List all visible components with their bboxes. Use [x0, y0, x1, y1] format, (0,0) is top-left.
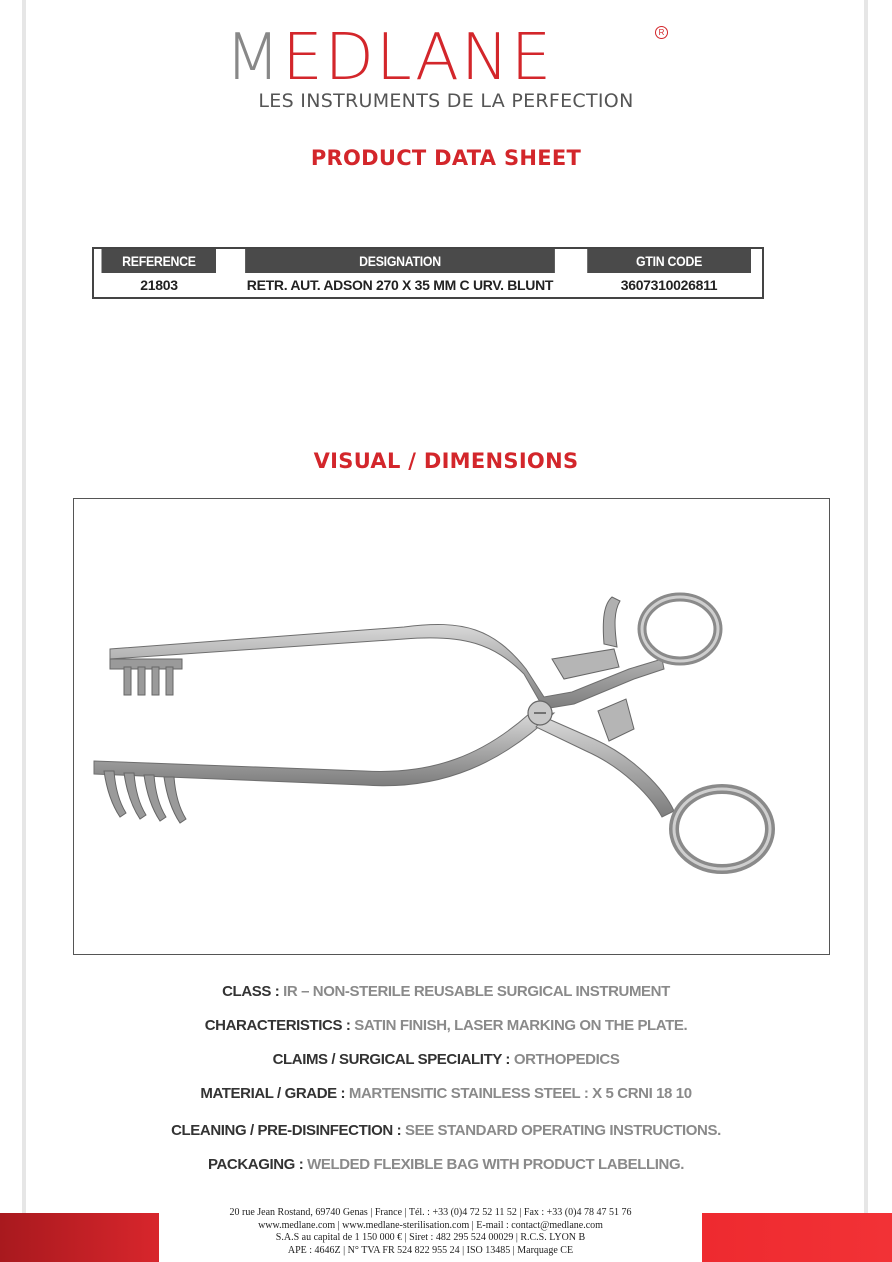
footer-web: www.medlane.com | www.medlane-sterilisation.com | E-mail : contact@medlane.com: [258, 1219, 603, 1231]
footer-registration: APE : 4646Z | N° TVA FR 524 822 955 24 | ISO 13485 | Marquage CE: [287, 1244, 574, 1256]
lower-teeth: [104, 771, 186, 823]
upper-teeth: [110, 659, 182, 695]
spec-material: MATERIAL / GRADE : MARTENSITIC STAINLESS STEEL : X 5 CRNI 18 10: [200, 1085, 692, 1102]
cell-designation: RETR. AUT. ADSON 270 X 35 MM C URV. BLUNT: [224, 273, 576, 298]
retractor-illustration: [74, 499, 828, 953]
registered-mark: R: [655, 26, 668, 39]
header-gtin: GTIN CODE: [587, 248, 752, 273]
footer-address: 20 rue Jean Rostand, 69740 Genas | France | Tél. : +33 (0)4 72 52 11 52 | Fax : +33 (0)4 78 47 51 76: [229, 1207, 632, 1218]
lower-arm: [94, 713, 554, 786]
spec-characteristics: CHARACTERISTICS : SATIN FINISH, LASER MARKING ON THE PLATE.: [204, 1017, 688, 1034]
logo-wordmark: MEDLANE: [225, 21, 554, 95]
footer-legal: S.A.S au capital de 1 150 000 € | Siret : 482 295 524 00029 | R.C.S. LYON B: [275, 1232, 586, 1243]
header-designation: DESIGNATION: [245, 248, 555, 273]
table-row: [93, 273, 763, 298]
lower-handle: [536, 717, 674, 817]
logo-tagline: LES INSTRUMENTS DE LA PERFECTION: [258, 90, 634, 112]
reference-table: [92, 247, 764, 299]
section-title-visual: VISUAL / DIMENSIONS: [313, 449, 579, 473]
footer-red-bar-right: [702, 1213, 892, 1262]
table-header-row: [93, 248, 763, 273]
product-visual-frame: [73, 498, 830, 955]
section-title-product-data: PRODUCT DATA SHEET: [310, 146, 582, 170]
cell-reference: 21803: [93, 273, 224, 298]
cell-gtin: 3607310026811: [576, 273, 763, 298]
footer-red-bar-left: [0, 1213, 159, 1262]
company-footer: [159, 1207, 702, 1257]
spec-packaging: PACKAGING : WELDED FLEXIBLE BAG WITH PRODUCT LABELLING.: [207, 1156, 685, 1173]
ratchet-tab: [603, 597, 620, 647]
spec-claims: CLAIMS / SURGICAL SPECIALITY : ORTHOPEDICS: [272, 1051, 620, 1068]
header-reference: REFERENCE: [101, 248, 216, 273]
spec-cleaning: CLEANING / PRE-DISINFECTION : SEE STANDARD OPERATING INSTRUCTIONS.: [171, 1122, 721, 1139]
ratchet-bar: [552, 649, 619, 679]
spec-class: CLASS : IR – NON-STERILE REUSABLE SURGICAL INSTRUMENT: [222, 983, 670, 1000]
ratchet-lower: [598, 699, 634, 741]
